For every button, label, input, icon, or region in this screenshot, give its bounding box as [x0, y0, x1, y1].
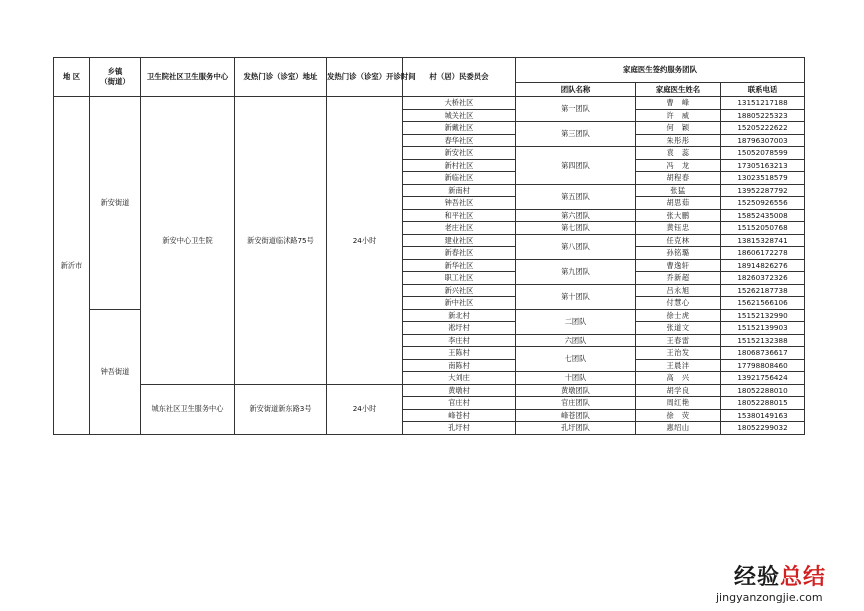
- header-fever-clinic-address: 发热门诊（诊室）地址: [235, 58, 327, 97]
- team-cell: 黄墩团队: [516, 384, 636, 397]
- watermark: [716, 560, 856, 608]
- doctor-cell: 乔新超: [636, 272, 721, 285]
- doctor-cell: 王治发: [636, 347, 721, 360]
- watermark-text-main: 经验: [734, 564, 781, 590]
- team-cell: 六团队: [516, 334, 636, 347]
- doctor-cell: 曹逸轩: [636, 259, 721, 272]
- village-cell: 新村社区: [403, 159, 516, 172]
- team-cell: 孔圩团队: [516, 422, 636, 435]
- village-cell: 新华社区: [403, 259, 516, 272]
- doctor-cell: 王晨沣: [636, 359, 721, 372]
- doctor-cell: 周红艳: [636, 397, 721, 410]
- doctor-cell: 吕永旭: [636, 284, 721, 297]
- team-cell: 七团队: [516, 347, 636, 372]
- village-cell: 职工社区: [403, 272, 516, 285]
- village-cell: 新临社区: [403, 172, 516, 185]
- doctor-cell: 胡程春: [636, 172, 721, 185]
- village-cell: 大刘庄: [403, 372, 516, 385]
- team-cell: 第十团队: [516, 284, 636, 309]
- center-hours-cell: 24小时: [327, 384, 403, 434]
- team-cell: 第三团队: [516, 122, 636, 147]
- phone-cell: 15152132990: [721, 309, 805, 322]
- village-cell: 官庄村: [403, 397, 516, 410]
- village-cell: 新中社区: [403, 297, 516, 310]
- header-doctor-name: 家庭医生姓名: [636, 83, 721, 97]
- watermark-title: [734, 560, 826, 591]
- phone-cell: 15205222622: [721, 122, 805, 135]
- town-cell: 钟吾街道: [90, 309, 141, 434]
- village-cell: 城关社区: [403, 109, 516, 122]
- team-cell: 第九团队: [516, 259, 636, 284]
- village-cell: 新南村: [403, 184, 516, 197]
- center-address-cell: 新安街道新东路3号: [235, 384, 327, 434]
- team-cell: 第七团队: [516, 222, 636, 235]
- village-cell: 新安社区: [403, 147, 516, 160]
- phone-cell: 18260372326: [721, 272, 805, 285]
- phone-cell: 13815328741: [721, 234, 805, 247]
- phone-cell: 18052299032: [721, 422, 805, 435]
- village-cell: 南陈村: [403, 359, 516, 372]
- team-cell: 十团队: [516, 372, 636, 385]
- doctor-cell: 朱彤彤: [636, 134, 721, 147]
- doctor-cell: 胡思茹: [636, 197, 721, 210]
- doctor-cell: 张大鹏: [636, 209, 721, 222]
- doctor-cell: 张道文: [636, 322, 721, 335]
- header-team-group: 家庭医生签约服务团队: [516, 58, 805, 83]
- center-name-cell: 城东社区卫生服务中心: [141, 384, 235, 434]
- header-fever-clinic-hours: 发热门诊（诊室）开诊时间: [327, 58, 403, 97]
- phone-cell: 15052078599: [721, 147, 805, 160]
- team-cell: 第一团队: [516, 97, 636, 122]
- phone-cell: 17305163213: [721, 159, 805, 172]
- village-cell: 新春社区: [403, 247, 516, 260]
- village-cell: 新戴社区: [403, 122, 516, 135]
- village-cell: 建业社区: [403, 234, 516, 247]
- center-name-cell: 新安中心卫生院: [141, 97, 235, 385]
- doctor-cell: 何 颖: [636, 122, 721, 135]
- header-town: [90, 58, 141, 97]
- header-phone: 联系电话: [721, 83, 805, 97]
- phone-cell: 17798808460: [721, 359, 805, 372]
- phone-cell: 13023518579: [721, 172, 805, 185]
- phone-cell: 18052288010: [721, 384, 805, 397]
- phone-cell: 18914826276: [721, 259, 805, 272]
- doctor-cell: 徐 荧: [636, 409, 721, 422]
- phone-cell: 15621566106: [721, 297, 805, 310]
- phone-cell: 15262187738: [721, 284, 805, 297]
- phone-cell: 18068736617: [721, 347, 805, 360]
- phone-cell: 13952287792: [721, 184, 805, 197]
- phone-cell: 18805225323: [721, 109, 805, 122]
- doctor-cell: 许 威: [636, 109, 721, 122]
- doctor-cell: 曹 峰: [636, 97, 721, 110]
- header-region: 地 区: [54, 58, 90, 97]
- phone-cell: 13151217188: [721, 97, 805, 110]
- roster-table: [53, 57, 805, 435]
- village-cell: 新兴社区: [403, 284, 516, 297]
- phone-cell: 15152139903: [721, 322, 805, 335]
- team-cell: 官庄团队: [516, 397, 636, 410]
- doctor-cell: 王春雷: [636, 334, 721, 347]
- doctor-cell: 袁 蕊: [636, 147, 721, 160]
- header-row-1: [54, 58, 805, 83]
- phone-cell: 15250926556: [721, 197, 805, 210]
- header-town-label: 乡镇 （街道）: [100, 67, 130, 86]
- doctor-cell: 张猛: [636, 184, 721, 197]
- doctor-cell: 高 兴: [636, 372, 721, 385]
- team-cell: 第五团队: [516, 184, 636, 209]
- team-cell: 峰苍团队: [516, 409, 636, 422]
- village-cell: 凇圩村: [403, 322, 516, 335]
- phone-cell: 18052288015: [721, 397, 805, 410]
- team-cell: 第八团队: [516, 234, 636, 259]
- village-cell: 李庄村: [403, 334, 516, 347]
- center-address-cell: 新安街道临沭路75号: [235, 97, 327, 385]
- doctor-cell: 孙铭璐: [636, 247, 721, 260]
- header-health-center: 卫生院社区卫生服务中心: [141, 58, 235, 97]
- village-cell: 钟吾社区: [403, 197, 516, 210]
- village-cell: 王陈村: [403, 347, 516, 360]
- village-cell: 新北村: [403, 309, 516, 322]
- team-cell: 二团队: [516, 309, 636, 334]
- phone-cell: 13921756424: [721, 372, 805, 385]
- village-cell: 峰苍村: [403, 409, 516, 422]
- phone-cell: 15380149163: [721, 409, 805, 422]
- region-cell: 新沂市: [54, 97, 90, 435]
- header-village: 村（居）民委员会: [403, 58, 516, 97]
- doctor-cell: 付慧心: [636, 297, 721, 310]
- phone-cell: 18606172278: [721, 247, 805, 260]
- phone-cell: 15852435008: [721, 209, 805, 222]
- team-cell: 第四团队: [516, 147, 636, 185]
- table-row: [54, 384, 805, 397]
- doctor-cell: 冯 龙: [636, 159, 721, 172]
- watermark-url: jingyanzongjie.com: [716, 591, 823, 604]
- town-cell: 新安街道: [90, 97, 141, 310]
- phone-cell: 15152132388: [721, 334, 805, 347]
- phone-cell: 15152050768: [721, 222, 805, 235]
- phone-cell: 18796307003: [721, 134, 805, 147]
- doctor-cell: 徐士虎: [636, 309, 721, 322]
- doctor-cell: 任克林: [636, 234, 721, 247]
- doctor-cell: 胡学良: [636, 384, 721, 397]
- village-cell: 春华社区: [403, 134, 516, 147]
- village-cell: 孔圩村: [403, 422, 516, 435]
- doctor-cell: 黄钰忠: [636, 222, 721, 235]
- village-cell: 老庄社区: [403, 222, 516, 235]
- watermark-text-accent: 总结: [780, 564, 827, 590]
- header-team-name: 团队名称: [516, 83, 636, 97]
- team-cell: 第六团队: [516, 209, 636, 222]
- center-hours-cell: 24小时: [327, 97, 403, 385]
- village-cell: 黄墩村: [403, 384, 516, 397]
- doctor-cell: 惠绍山: [636, 422, 721, 435]
- table-row: [54, 97, 805, 110]
- village-cell: 大桥社区: [403, 97, 516, 110]
- village-cell: 和平社区: [403, 209, 516, 222]
